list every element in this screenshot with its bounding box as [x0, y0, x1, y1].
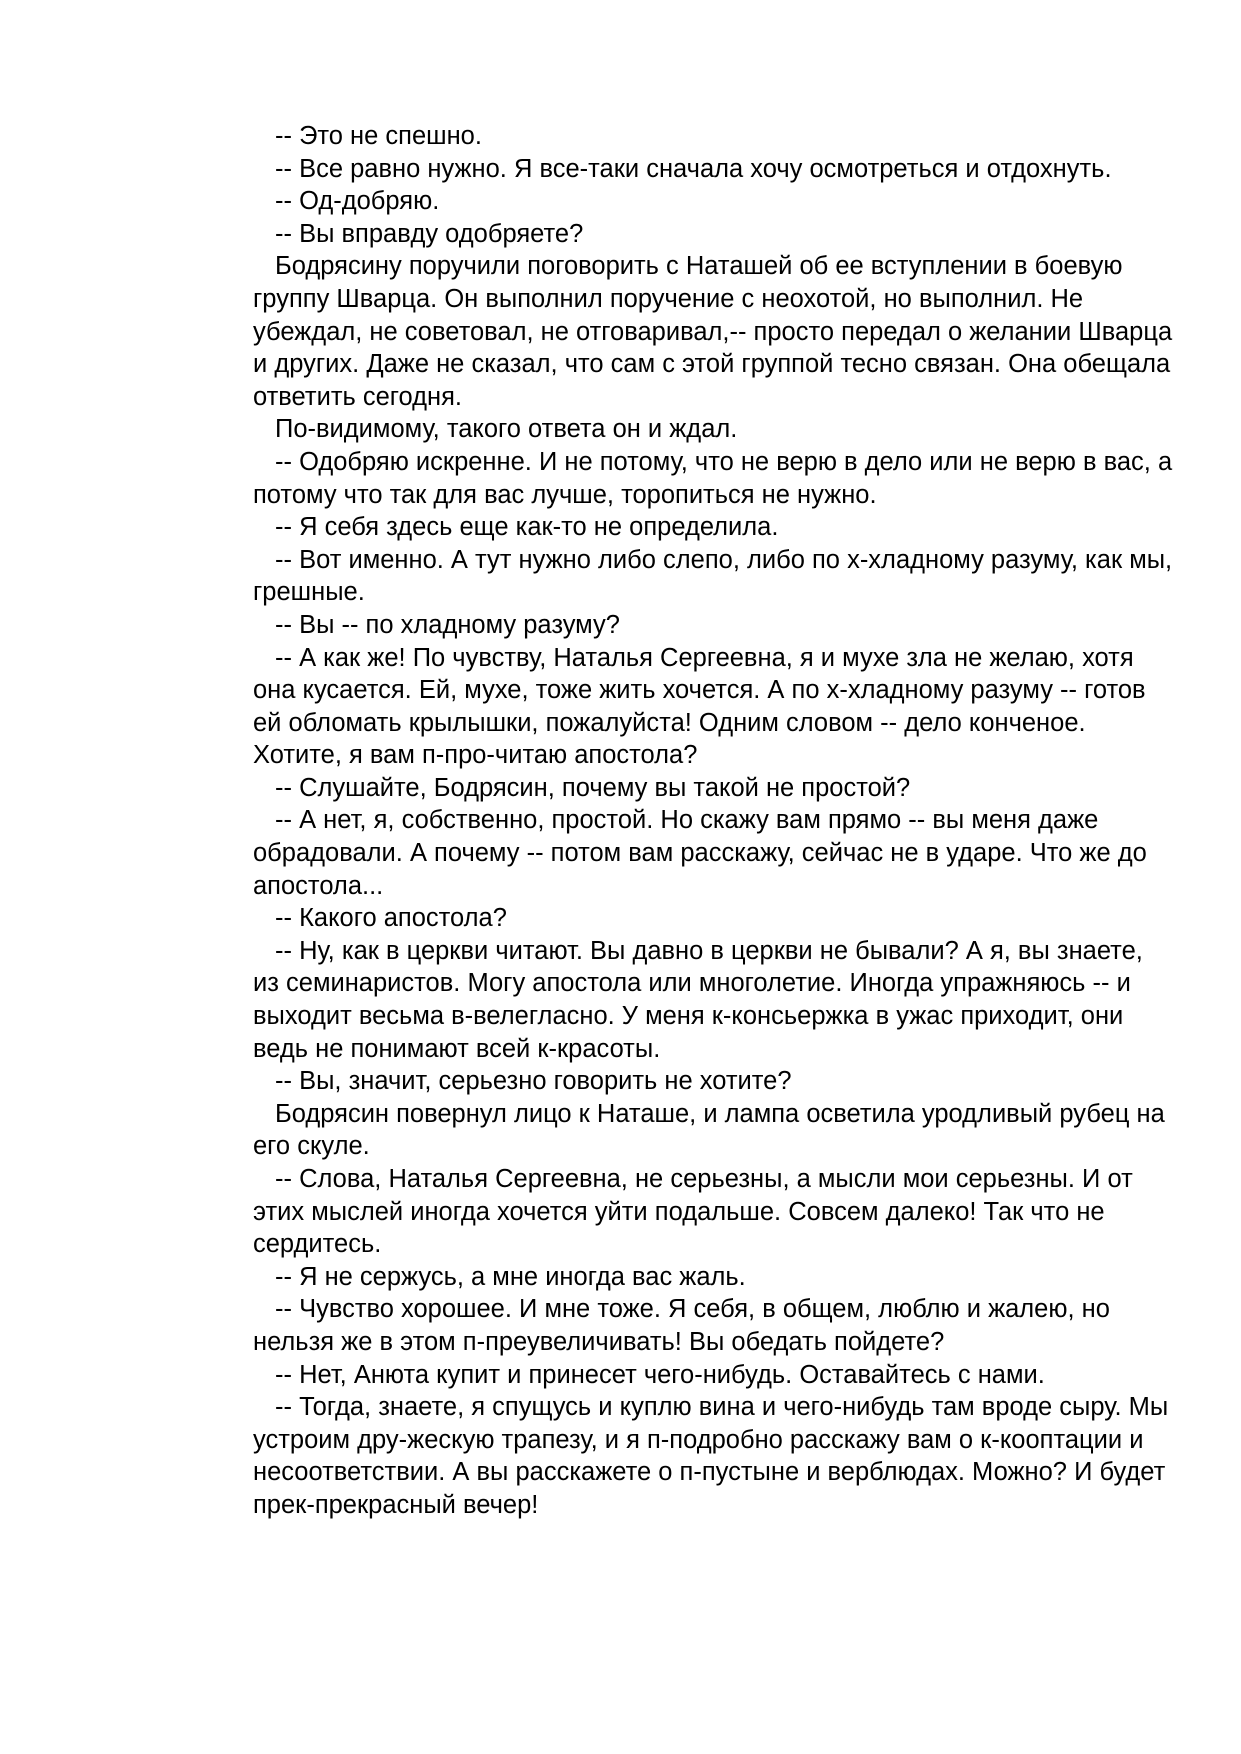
paragraph-20: -- Чувство хорошее. И мне тоже. Я себя, в общем, люблю и жалею, но нельзя же в этом п-преувеличивать! Вы обедать пойдете? [253, 1295, 1110, 1356]
paragraph-9: -- Вот именно. А тут нужно либо слепо, либо по х-хладному разуму, как мы, грешные. [253, 545, 1173, 607]
paragraph-5: Бодрясину поручили поговорить с Наташей об ее вступлении в боевую группу Шварца. Он выполнил поручение с неохотой, но выполнил. Не убеждал, не советовал, не отговаривал,-- просто передал о желании Шварца и других. Даже не сказал, что сам с этой группой тесно связан. Она обещала ответить сегодня. [253, 252, 1173, 411]
paragraph-17: Бодрясин повернул лицо к Наташе, и лампа осветила уродливый рубец на его скуле. [253, 1099, 1165, 1161]
paragraph-16: -- Вы, значит, серьезно говорить не хотите? [275, 1067, 792, 1096]
paragraph-8: -- Я себя здесь еще как-то не определила. [275, 513, 779, 542]
paragraph-15: -- Ну, как в церкви читают. Вы давно в церкви не бывали? А я, вы знаете, из семинаристов. Могу апостола или многолетие. Иногда упражняюсь -- и выходит весьма в-велегласно. У меня к-консьержка в ужас приходит, они ведь не понимают всей к-красоты. [253, 936, 1143, 1063]
paragraph-3: -- Од-добряю. [275, 187, 440, 216]
paragraph-6: По-видимому, такого ответа он и ждал. [275, 415, 738, 444]
paragraph-21: -- Нет, Анюта купит и принесет чего-нибудь. Оставайтесь с нами. [275, 1360, 1045, 1389]
paragraph-19: -- Я не сержусь, а мне иногда вас жаль. [275, 1262, 746, 1291]
paragraph-22: -- Тогда, знаете, я спущусь и куплю вина и чего-нибудь там вроде сыру. Мы устроим дру-жескую трапезу, и я п-подробно расскажу вам о к-кооптации и несоответствии. А вы расскажете о п-пустыне и верблюдах. Можно? И будет прек-прекрасный вечер! [253, 1393, 1169, 1519]
paragraph-4: -- Вы вправду одобряете? [275, 219, 584, 248]
paragraph-14: -- Какого апостола? [275, 904, 507, 933]
paragraph-2: -- Все равно нужно. Я все-таки сначала хочу осмотреться и отдохнуть. [275, 154, 1112, 183]
document-page [253, 120, 1173, 1522]
paragraph-10: -- Вы -- по хладному разуму? [275, 610, 620, 639]
paragraph-18: -- Слова, Наталья Сергеевна, не серьезны, а мысли мои серьезны. И от этих мыслей иногда хочется уйти подальше. Совсем далеко! Так что не сердитесь. [253, 1165, 1133, 1259]
paragraph-7: -- Одобряю искренне. И не потому, что не верю в дело или не верю в вас, а потому что так для вас лучше, торопиться не нужно. [253, 447, 1173, 509]
paragraph-11: -- А как же! По чувству, Наталья Сергеевна, я и мухе зла не желаю, хотя она кусается. Ей, мухе, тоже жить хочется. А по х-хладному разуму -- готов ей обломать крылышки, пожалуйста! Одним словом -- дело конченое. Хотите, я вам п-про-читаю апостола? [253, 643, 1146, 770]
paragraph-13: -- А нет, я, собственно, простой. Но скажу вам прямо -- вы меня даже обрадовали. А почему -- потом вам расскажу, сейчас не в ударе. Что же до апостола... [253, 806, 1147, 900]
paragraph-1: -- Это не спешно. [275, 122, 482, 150]
paragraph-12: -- Слушайте, Бодрясин, почему вы такой не простой? [275, 773, 911, 802]
